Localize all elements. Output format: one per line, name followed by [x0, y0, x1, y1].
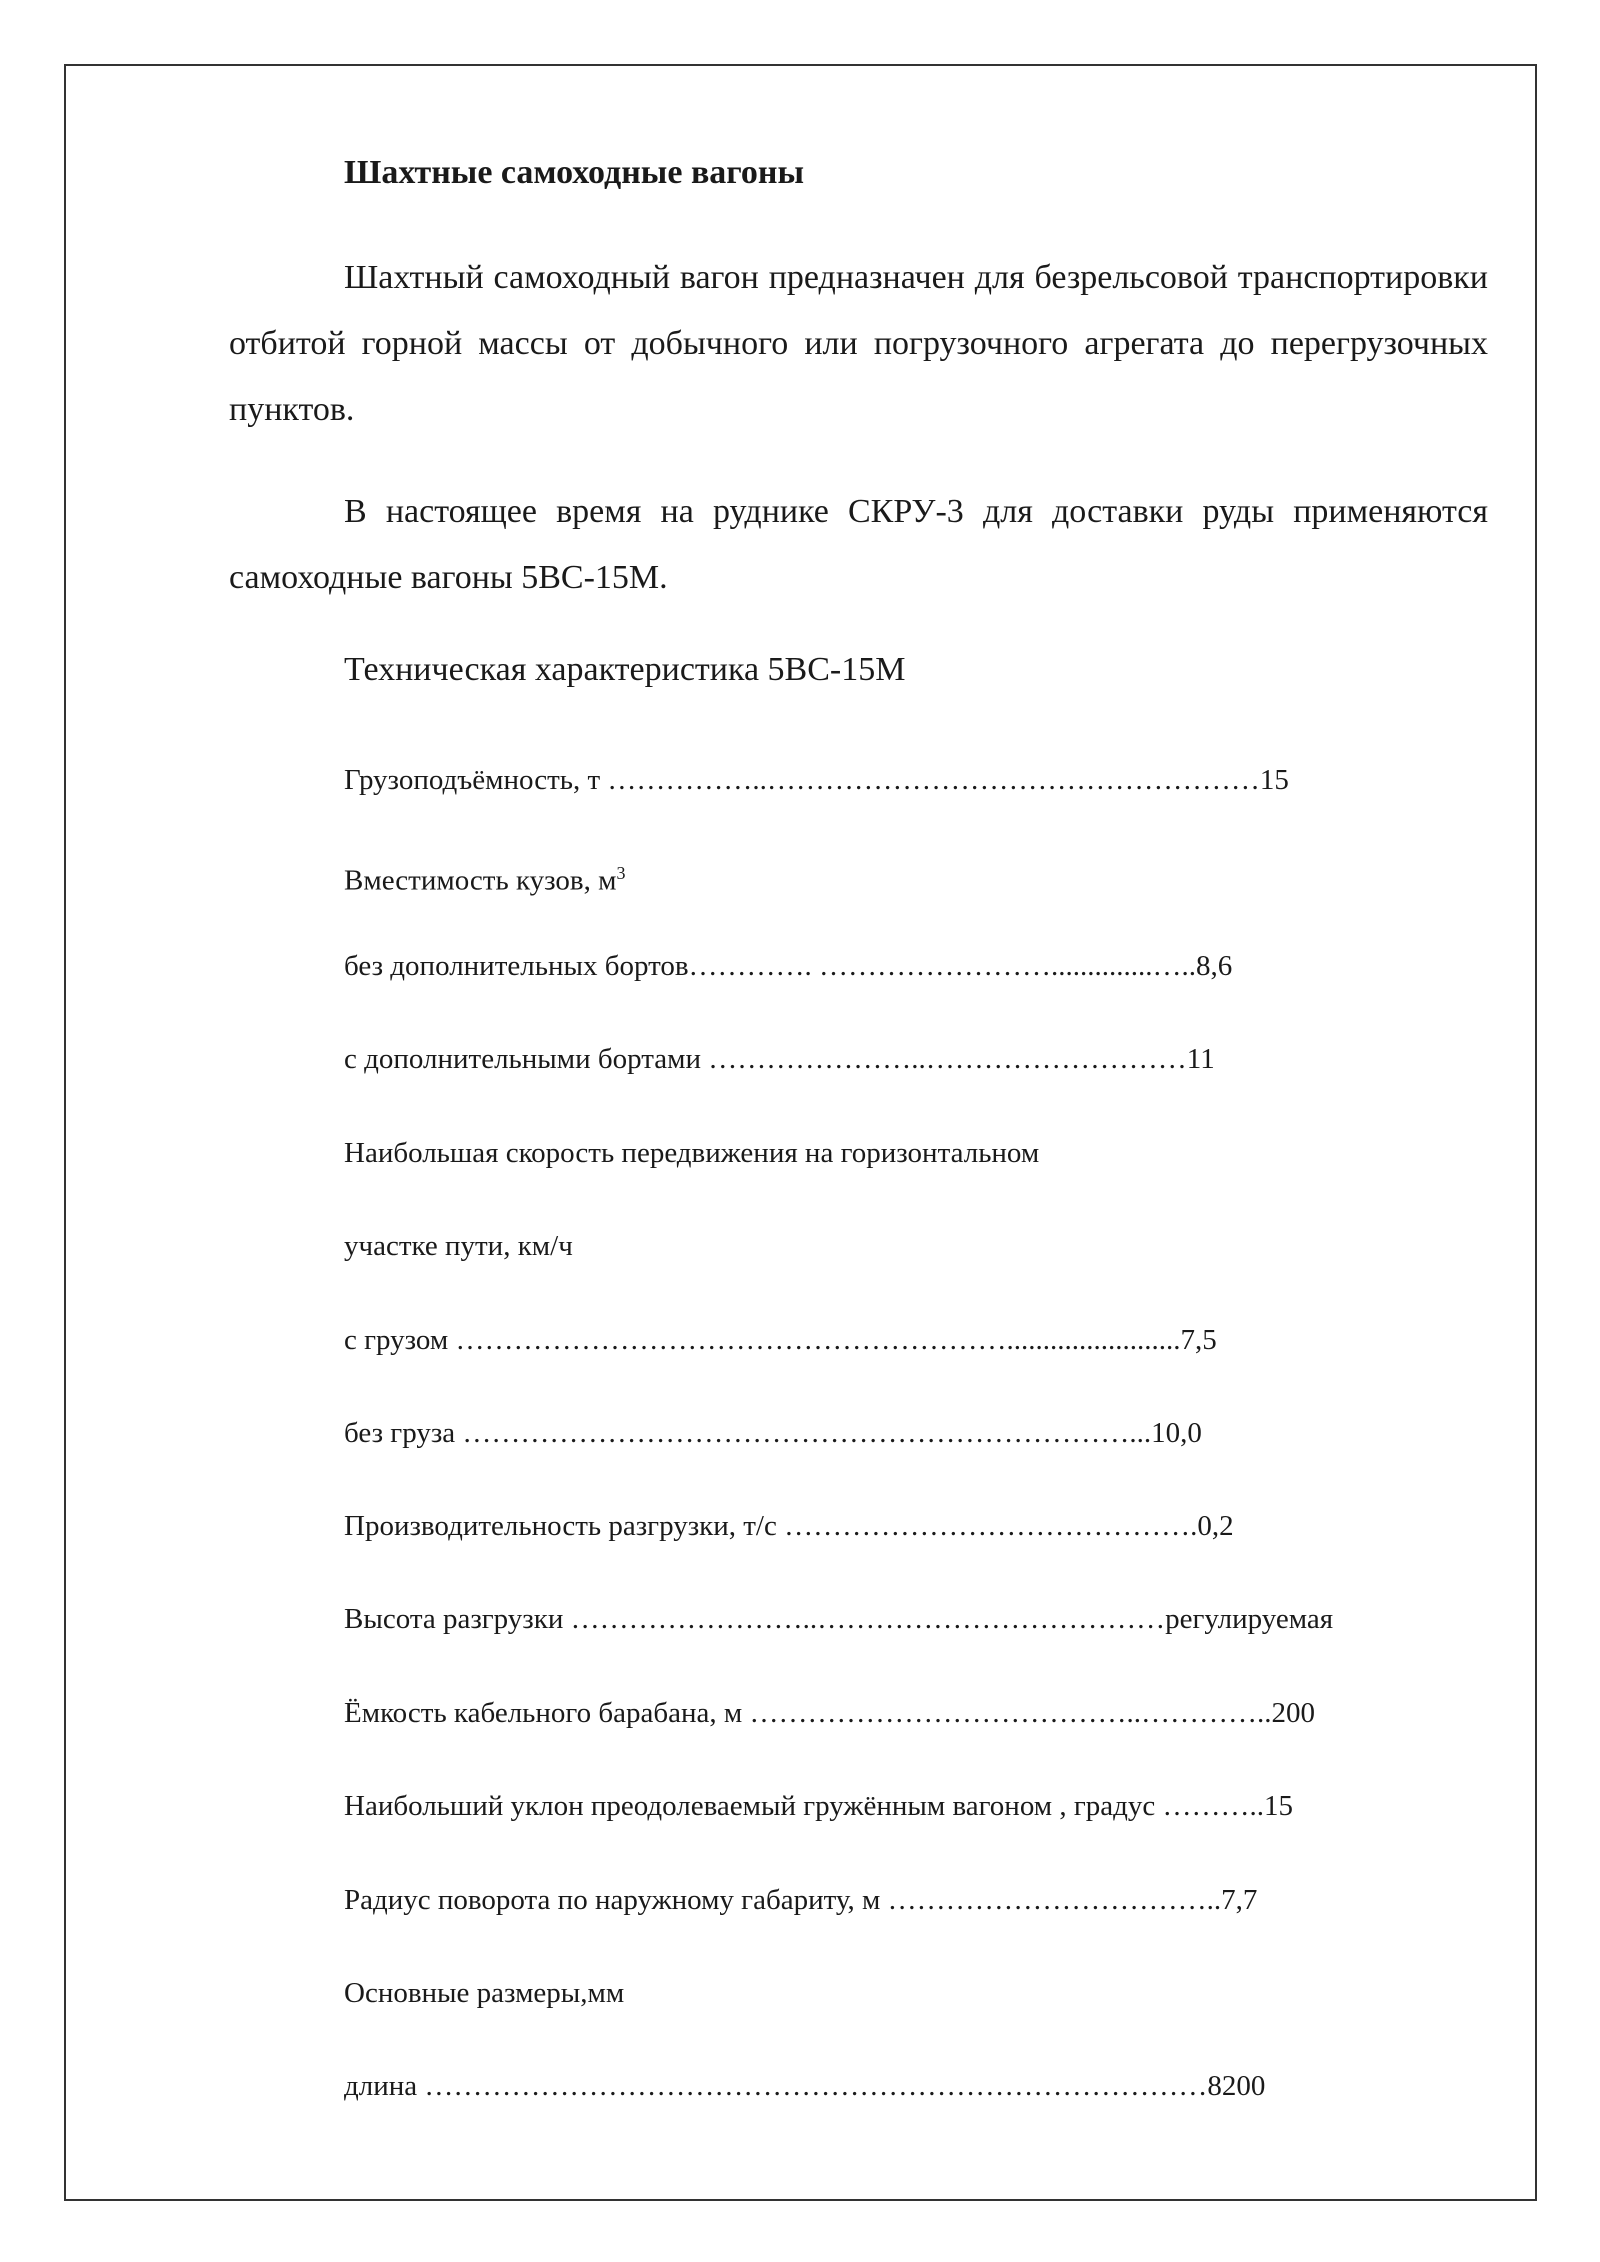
spec-line-max-slope: Наибольший уклон преодолеваемый гружённым вагоном , градус ………..15: [344, 1790, 1294, 1822]
spec-line-volume-label: Вместимость кузов, м: [344, 864, 617, 897]
spec-line-unloaded: без груза ……………………………………………………………...10,0: [344, 1417, 1202, 1449]
spec-line-loaded: с грузом …………………………………………………........................7,5: [344, 1324, 1217, 1356]
spec-line-capacity: Грузоподъёмность, т ……………..……………………………………………15: [344, 764, 1289, 796]
volume-superscript: 3: [616, 863, 626, 883]
spec-line-turn-radius: Радиус поворота по наружному габариту, м ……………………………..7,7: [344, 1884, 1258, 1916]
spec-line-volume: [344, 853, 625, 901]
spec-line-no-sides: без дополнительных бортов…………. ……………………..............…..8,6: [344, 950, 1233, 982]
paragraph-current-use: В настоящее время на руднике СКРУ-3 для доставки руды применяются самоходные вагоны 5ВС-15М.: [229, 493, 1488, 596]
spec-line-max-speed: Наибольшая скорость передвижения на горизонтальном: [344, 1137, 1040, 1169]
spec-line-unload-rate: Производительность разгрузки, т/с …………………………………….0,2: [344, 1510, 1234, 1542]
spec-line-cable-drum: Ёмкость кабельного барабана, м …………………………………..…………..200: [344, 1697, 1315, 1729]
spec-line-main-dims: Основные размеры,мм: [344, 1977, 625, 2009]
document-heading: Шахтные самоходные вагоны: [344, 154, 805, 191]
paragraph-description: Шахтный самоходный вагон предназначен для безрельсовой транспортировки отбитой горной массы от добычного или погрузочного агрегата до перегрузочных пунктов.: [229, 259, 1488, 428]
spec-line-unload-height: Высота разгрузки ……………………..………………………………регулируемая: [344, 1603, 1334, 1635]
spec-line-length: длина ………………………………………………………………………8200: [344, 2070, 1266, 2102]
spec-line-with-sides: с дополнительными бортами …………………..………………………11: [344, 1043, 1215, 1075]
spec-line-speed-unit: участке пути, км/ч: [344, 1230, 573, 1262]
spec-title: Техническая характеристика 5ВС-15М: [344, 651, 906, 688]
